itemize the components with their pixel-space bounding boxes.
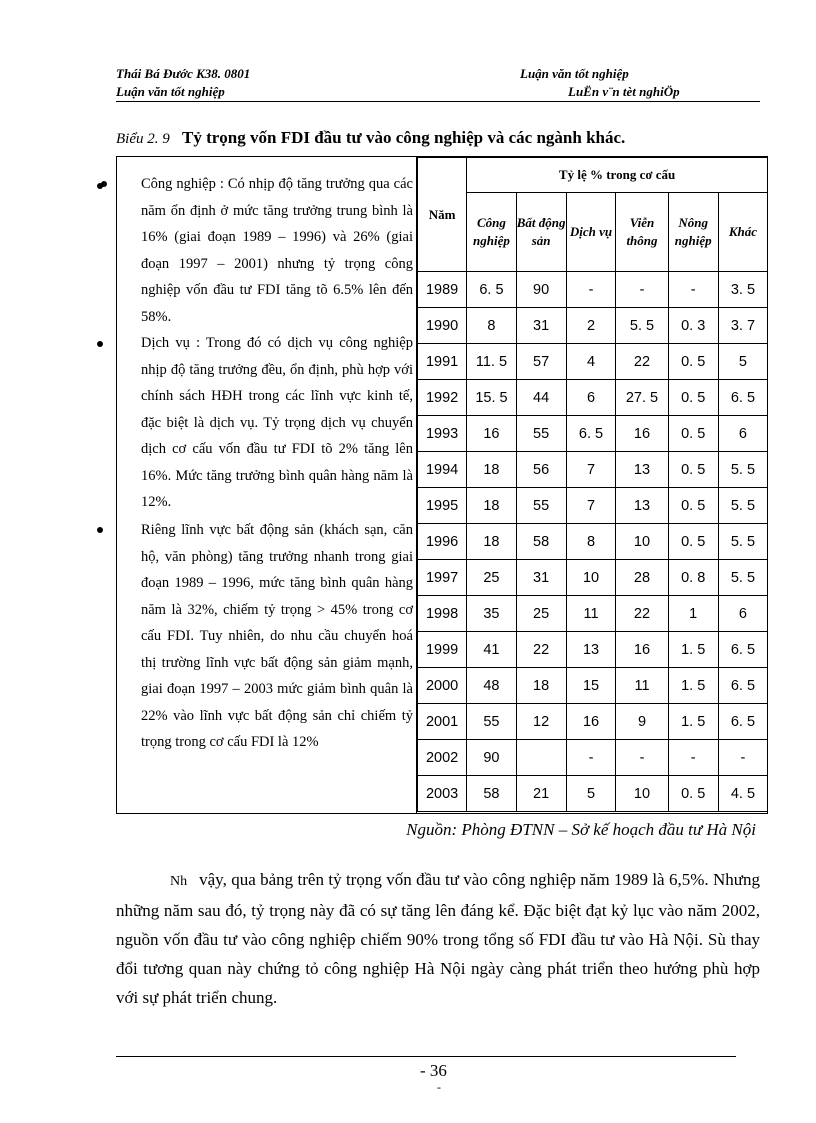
figure-caption (116, 128, 625, 148)
bullet-item-real-estate (119, 517, 419, 756)
source-note: Nguồn: Phòng ĐTNN – Sở kế hoạch đầu tư Hà Nội (406, 820, 756, 839)
value-cell: 11 (616, 668, 668, 704)
year-cell: 1995 (418, 488, 467, 524)
value-cell: 35 (467, 596, 516, 632)
table-row (418, 452, 768, 488)
value-cell: - (616, 740, 668, 776)
value-cell: 13 (616, 452, 668, 488)
col-header-year: Năm (418, 158, 467, 272)
value-cell: 7 (566, 488, 616, 524)
col-header-services: Dịch vụ (566, 193, 616, 272)
header-thesis-label: Luận văn tốt nghiệp (520, 66, 629, 81)
paragraph-lead: Nh (170, 874, 188, 889)
value-cell: 18 (467, 524, 516, 560)
commentary-column (117, 157, 417, 813)
value-cell: 15 (566, 668, 616, 704)
value-cell: 6 (718, 596, 767, 632)
value-cell: 31 (516, 308, 566, 344)
bullet-dot (97, 183, 103, 189)
bullet-text: Công nghiệp : Có nhịp độ tăng trưởng qua các năm ổn định ở mức tăng trưởng trung bình là 16% (giai đoạn 1989 – 1996) và 26% (giai đoạn 1997 – 2001) nhưng tỷ trọng công nghiệp vốn đầu tư FDI tăng tõ 6.5% lên đến 58%. (141, 176, 413, 325)
table-row (418, 344, 768, 380)
value-cell: 0. 5 (668, 380, 718, 416)
value-cell (516, 740, 566, 776)
value-cell: 11. 5 (467, 344, 516, 380)
header-thesis-label-2: Luận văn tốt nghiệp (116, 84, 225, 99)
value-cell: - (566, 740, 616, 776)
bullet-item-industry (119, 171, 419, 330)
year-cell: 1990 (418, 308, 467, 344)
value-cell: 5 (566, 776, 616, 812)
year-cell: 2003 (418, 776, 467, 812)
table-row (418, 524, 768, 560)
value-cell: 0. 5 (668, 344, 718, 380)
value-cell: 0. 5 (668, 776, 718, 812)
caption-label: Biểu 2. 9 (116, 131, 170, 147)
value-cell: 25 (516, 596, 566, 632)
header-thesis-garbled: LuËn v¨n tèt nghiÖp (568, 84, 680, 99)
fdi-share-table (417, 157, 768, 812)
value-cell: 18 (467, 488, 516, 524)
value-cell: 12 (516, 704, 566, 740)
value-cell: 1. 5 (668, 632, 718, 668)
value-cell: 0. 5 (668, 416, 718, 452)
value-cell: 58 (467, 776, 516, 812)
value-cell: 90 (516, 272, 566, 308)
col-subheader-row (418, 193, 768, 272)
figure-frame (116, 156, 768, 814)
caption-title: Tỷ trọng vốn FDI đầu tư vào công nghiệp và các ngành khác. (182, 128, 626, 147)
value-cell: 57 (516, 344, 566, 380)
value-cell: 5. 5 (718, 488, 767, 524)
value-cell: 6 (566, 380, 616, 416)
table-row (418, 272, 768, 308)
value-cell: 18 (467, 452, 516, 488)
value-cell: 13 (566, 632, 616, 668)
value-cell: 6. 5 (718, 380, 767, 416)
bullet-dot (97, 527, 103, 533)
value-cell: 56 (516, 452, 566, 488)
value-cell: 9 (616, 704, 668, 740)
table-row (418, 560, 768, 596)
year-cell: 1989 (418, 272, 467, 308)
value-cell: 0. 5 (668, 524, 718, 560)
table-row (418, 596, 768, 632)
value-cell: - (718, 740, 767, 776)
paragraph-text: vậy, qua bảng trên tỷ trọng vốn đầu tư vào công nghiệp năm 1989 là 6,5%. Nhưng những năm sau đó, tỷ trọng này đã có sự tăng lên đáng kể. Đặc biệt đạt kỷ lục vào năm 2002, nguồn vốn đầu tư vào công nghiệp chiếm 90% trong tổng số FDI đầu tư vào Hà Nội. Sù thay đổi tương quan này chứng tỏ công nghiệp Hà Nội ngày càng phát triển theo hướng phù hợp với sự phát triển chung. (116, 870, 760, 1007)
col-header-real-estate: Bất động sản (516, 193, 566, 272)
value-cell: 22 (516, 632, 566, 668)
table-row (418, 308, 768, 344)
value-cell: 1. 5 (668, 668, 718, 704)
bullet-text: Dịch vụ : Trong đó có dịch vụ công nghiệp nhịp độ tăng trưởng đều, ổn định, phù hợp với chính sách HĐH trong các lĩnh vực kinh tế, đặc biệt là dịch vụ. Tỷ trọng dịch vụ chuyển dịch cơ cấu vốn đầu tư FDI tõ 2% tăng lên 16%. Mức tăng trưởng bình quân hàng năm là 12%. (141, 335, 413, 510)
value-cell: 22 (616, 596, 668, 632)
col-header-other: Khác (718, 193, 767, 272)
table-row (418, 632, 768, 668)
body-paragraph (116, 865, 760, 1012)
value-cell: 5. 5 (718, 560, 767, 596)
value-cell: - (668, 740, 718, 776)
header-author: Thái Bá Đước K38. 0801 (116, 66, 251, 81)
value-cell: 15. 5 (467, 380, 516, 416)
value-cell: 28 (616, 560, 668, 596)
value-cell: 6. 5 (718, 668, 767, 704)
year-cell: 2002 (418, 740, 467, 776)
value-cell: 22 (616, 344, 668, 380)
value-cell: 6. 5 (467, 272, 516, 308)
value-cell: 4 (566, 344, 616, 380)
value-cell: 1 (668, 596, 718, 632)
value-cell: 5. 5 (718, 452, 767, 488)
year-cell: 1992 (418, 380, 467, 416)
value-cell: 55 (516, 488, 566, 524)
value-cell: 4. 5 (718, 776, 767, 812)
bullet-item-services (119, 330, 419, 516)
value-cell: 6. 5 (718, 632, 767, 668)
table-row (418, 740, 768, 776)
footer-rule (116, 1056, 736, 1057)
value-cell: 6. 5 (718, 704, 767, 740)
bullet-dot (97, 341, 103, 347)
table-row (418, 668, 768, 704)
value-cell: 10 (566, 560, 616, 596)
col-header-industry: Công nghiệp (467, 193, 516, 272)
value-cell: 0. 5 (668, 452, 718, 488)
value-cell: 6. 5 (566, 416, 616, 452)
value-cell: 2 (566, 308, 616, 344)
value-cell: 7 (566, 452, 616, 488)
value-cell: 0. 8 (668, 560, 718, 596)
running-header-bottom (116, 84, 760, 102)
year-cell: 1994 (418, 452, 467, 488)
value-cell: 16 (467, 416, 516, 452)
year-cell: 1996 (418, 524, 467, 560)
value-cell: 11 (566, 596, 616, 632)
value-cell: 90 (467, 740, 516, 776)
page-number: - 36 (420, 1061, 447, 1080)
page-dash: - (437, 1080, 441, 1094)
table-row (418, 416, 768, 452)
value-cell: 41 (467, 632, 516, 668)
year-cell: 1997 (418, 560, 467, 596)
value-cell: 3. 5 (718, 272, 767, 308)
col-header-agriculture: Nông nghiệp (668, 193, 718, 272)
value-cell: 0. 5 (668, 488, 718, 524)
col-header-telecom: Viễn thông (616, 193, 668, 272)
value-cell: 25 (467, 560, 516, 596)
value-cell: 6 (718, 416, 767, 452)
value-cell: - (616, 272, 668, 308)
value-cell: 3. 7 (718, 308, 767, 344)
value-cell: 5 (718, 344, 767, 380)
table-row (418, 380, 768, 416)
year-cell: 1991 (418, 344, 467, 380)
value-cell: 8 (467, 308, 516, 344)
value-cell: 0. 3 (668, 308, 718, 344)
value-cell: 5. 5 (718, 524, 767, 560)
value-cell: 55 (467, 704, 516, 740)
year-cell: 2001 (418, 704, 467, 740)
value-cell: 27. 5 (616, 380, 668, 416)
table-row (418, 488, 768, 524)
value-cell: 31 (516, 560, 566, 596)
value-cell: 44 (516, 380, 566, 416)
value-cell: 18 (516, 668, 566, 704)
value-cell: 13 (616, 488, 668, 524)
table-row (418, 704, 768, 740)
value-cell: 48 (467, 668, 516, 704)
bullet-text: Riêng lĩnh vực bất động sản (khách sạn, căn hộ, văn phòng) tăng trưởng nhanh trong giai đoạn 1989 – 1996, mức tăng bình quân hàng năm là 32%, chiếm tỷ trọng > 45% trong cơ cấu FDI. Tuy nhiên, do nhu cầu chuyển hoá thị trường lĩnh vực bất động sản giảm mạnh, giai đoạn 1997 – 2003 mức giảm bình quân là 22% vào lĩnh vực bất động sản chỉ chiếm tỷ trọng trong cơ cấu FDI là 12% (141, 522, 413, 750)
year-cell: 1999 (418, 632, 467, 668)
value-cell: 10 (616, 524, 668, 560)
table-body (418, 272, 768, 812)
table-row (418, 776, 768, 812)
year-cell: 1993 (418, 416, 467, 452)
value-cell: 16 (566, 704, 616, 740)
year-cell: 1998 (418, 596, 467, 632)
value-cell: 1. 5 (668, 704, 718, 740)
value-cell: 5. 5 (616, 308, 668, 344)
value-cell: 58 (516, 524, 566, 560)
value-cell: 21 (516, 776, 566, 812)
value-cell: - (566, 272, 616, 308)
col-group-header: Tỷ lệ % trong cơ cấu (467, 158, 768, 193)
value-cell: 16 (616, 632, 668, 668)
value-cell: 16 (616, 416, 668, 452)
value-cell: - (668, 272, 718, 308)
year-cell: 2000 (418, 668, 467, 704)
value-cell: 10 (616, 776, 668, 812)
value-cell: 8 (566, 524, 616, 560)
value-cell: 55 (516, 416, 566, 452)
